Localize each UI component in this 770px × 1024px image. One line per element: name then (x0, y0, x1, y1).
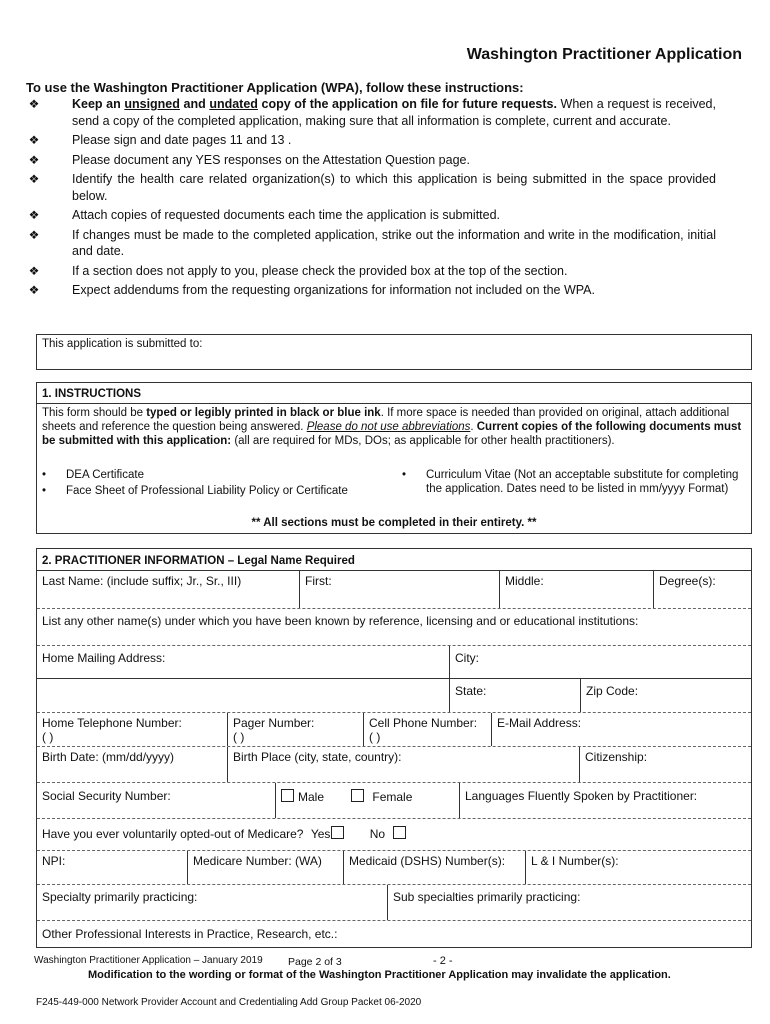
address-row (37, 646, 751, 679)
diamond-bullet-icon: ❖ (28, 263, 40, 278)
interests-row (37, 921, 751, 948)
id-numbers-row (37, 851, 751, 885)
ssn-row (37, 783, 751, 819)
middle-name-field[interactable]: Middle: (499, 571, 653, 608)
li-number-field[interactable]: L & I Number(s): (525, 851, 751, 884)
gender-options (275, 783, 459, 818)
required-doc-list-right (402, 468, 742, 496)
instruction-bullets (26, 96, 716, 302)
npi-field[interactable]: NPI: (42, 854, 66, 868)
birth-place-field[interactable]: Birth Place (city, state, country): (227, 747, 579, 782)
no-checkbox[interactable]: No (370, 827, 410, 841)
specialty-field[interactable]: Specialty primarily practicing: (42, 890, 198, 904)
list-item: ❖ Expect addendums from the requesting organizations for information not included on the WPA. (26, 282, 716, 299)
pager-field[interactable]: Pager Number: ( ) (227, 713, 363, 746)
first-name-field[interactable]: First: (299, 571, 499, 608)
list-item: • Face Sheet of Professional Liability Policy or Certificate (42, 485, 348, 497)
checkbox-icon (351, 789, 364, 802)
home-phone-field[interactable]: Home Telephone Number: ( ) (42, 716, 182, 744)
phone-row (37, 713, 751, 747)
list-item: ❖ If a section does not apply to you, please check the provided box at the top of the section. (26, 263, 716, 280)
diamond-bullet-icon: ❖ (28, 172, 40, 186)
city-field[interactable]: City: (449, 646, 751, 678)
birth-row (37, 747, 751, 783)
citizenship-field[interactable]: Citizenship: (579, 747, 751, 782)
languages-field[interactable]: Languages Fluently Spoken by Practitioner: (459, 783, 751, 818)
specialty-row (37, 885, 751, 921)
instructions-section (36, 382, 752, 534)
intro-heading: To use the Washington Practitioner Application (WPA), follow these instructions: (26, 80, 524, 95)
state-zip-row (37, 679, 751, 713)
name-row (37, 571, 751, 609)
list-item: ❖ If changes must be made to the completed application, strike out the information and write in the modification, initial and date. (26, 227, 716, 260)
list-item: • DEA Certificate (42, 469, 144, 481)
footer-warning: Modification to the wording or format of the Washington Practitioner Application may invalidate the application. (88, 969, 671, 981)
list-item: ❖ Please sign and date pages 11 and 13 . (26, 132, 716, 149)
diamond-bullet-icon: ❖ (28, 133, 40, 147)
other-names-field[interactable]: List any other name(s) under which you have been known by reference, licensing and or educational institutions: (42, 614, 639, 628)
instructions-text: This form should be typed or legibly printed in black or blue ink. If more space is needed than provided on original, attach additional sheets and reference the question being answered. Please do not use abbreviations. Current copies of the following documents must be submitted with this application: (all are required for MDs, DOs; as applicable for other health practitioners). (42, 407, 742, 447)
checkbox-icon (393, 826, 406, 839)
last-name-field[interactable]: Last Name: (include suffix; Jr., Sr., III) (42, 574, 242, 588)
diamond-bullet-icon: ❖ (28, 208, 40, 222)
section-heading: 2. PRACTITIONER INFORMATION – Legal Name Required (37, 549, 751, 571)
medicare-optout-question: Have you ever voluntarily opted-out of Medicare? Yes No (37, 819, 751, 850)
practitioner-info-section (36, 548, 752, 948)
footer-form-id: F245-449-000 Network Provider Account and Credentialing Add Group Packet 06-2020 (36, 997, 422, 1008)
list-item: ❖ Identify the health care related organization(s) to which this application is being submitted in the space provided below. (26, 171, 716, 204)
birth-date-field[interactable]: Birth Date: (mm/dd/yyyy) (42, 750, 175, 764)
male-checkbox[interactable]: Male (281, 790, 324, 804)
email-field[interactable]: E-Mail Address: (491, 713, 751, 746)
diamond-bullet-icon: ❖ (28, 152, 40, 167)
footer-page-count: Page 2 of 3 (288, 956, 342, 968)
female-checkbox[interactable]: Female (351, 790, 412, 804)
degree-field[interactable]: Degree(s): (653, 571, 751, 608)
checkbox-icon (331, 826, 344, 839)
document-title: Washington Practitioner Application (466, 46, 742, 63)
list-item: • Curriculum Vitae (Not an acceptable substitute for completing the application. Dates need to be listed in mm/yyyy Format) (402, 469, 739, 495)
diamond-bullet-icon: ❖ (28, 283, 40, 297)
list-item: ❖ Attach copies of requested documents each time the application is submitted. (26, 207, 716, 224)
ssn-field[interactable]: Social Security Number: (42, 789, 171, 803)
list-item: ❖ Keep an unsigned and undated copy of the application on file for future requests. When a request is received, send a copy of the completed application, making sure that all information is complete, current and accurate. (26, 96, 716, 129)
footer-page-number: - 2 - (433, 955, 453, 967)
submitted-to-field[interactable] (36, 334, 752, 370)
zip-code-field[interactable]: Zip Code: (580, 679, 751, 712)
section-heading: 1. INSTRUCTIONS (37, 383, 751, 404)
diamond-bullet-icon: ❖ (28, 227, 40, 242)
required-doc-list-left (42, 468, 382, 498)
medicaid-number-field[interactable]: Medicaid (DSHS) Number(s): (343, 851, 525, 884)
submitted-to-label: This application is submitted to: (42, 338, 203, 350)
footer-version: Washington Practitioner Application – January 2019 (34, 955, 263, 966)
list-item: ❖ Please document any YES responses on the Attestation Question page. (26, 152, 716, 169)
completion-note: ** All sections must be completed in their entirety. ** (251, 517, 537, 529)
cell-phone-field[interactable]: Cell Phone Number: ( ) (363, 713, 491, 746)
sub-specialty-field[interactable]: Sub specialties primarily practicing: (387, 885, 751, 920)
medicare-number-field[interactable]: Medicare Number: (WA) (187, 851, 343, 884)
state-field[interactable]: State: (449, 679, 580, 712)
home-address-field[interactable]: Home Mailing Address: (42, 651, 166, 665)
other-interests-field[interactable]: Other Professional Interests in Practice, Research, etc.: (42, 927, 338, 941)
checkbox-icon (281, 789, 294, 802)
other-names-row (37, 609, 751, 646)
medicare-optout-row (37, 819, 751, 851)
diamond-bullet-icon: ❖ (28, 97, 40, 111)
yes-checkbox[interactable]: Yes (311, 827, 349, 841)
